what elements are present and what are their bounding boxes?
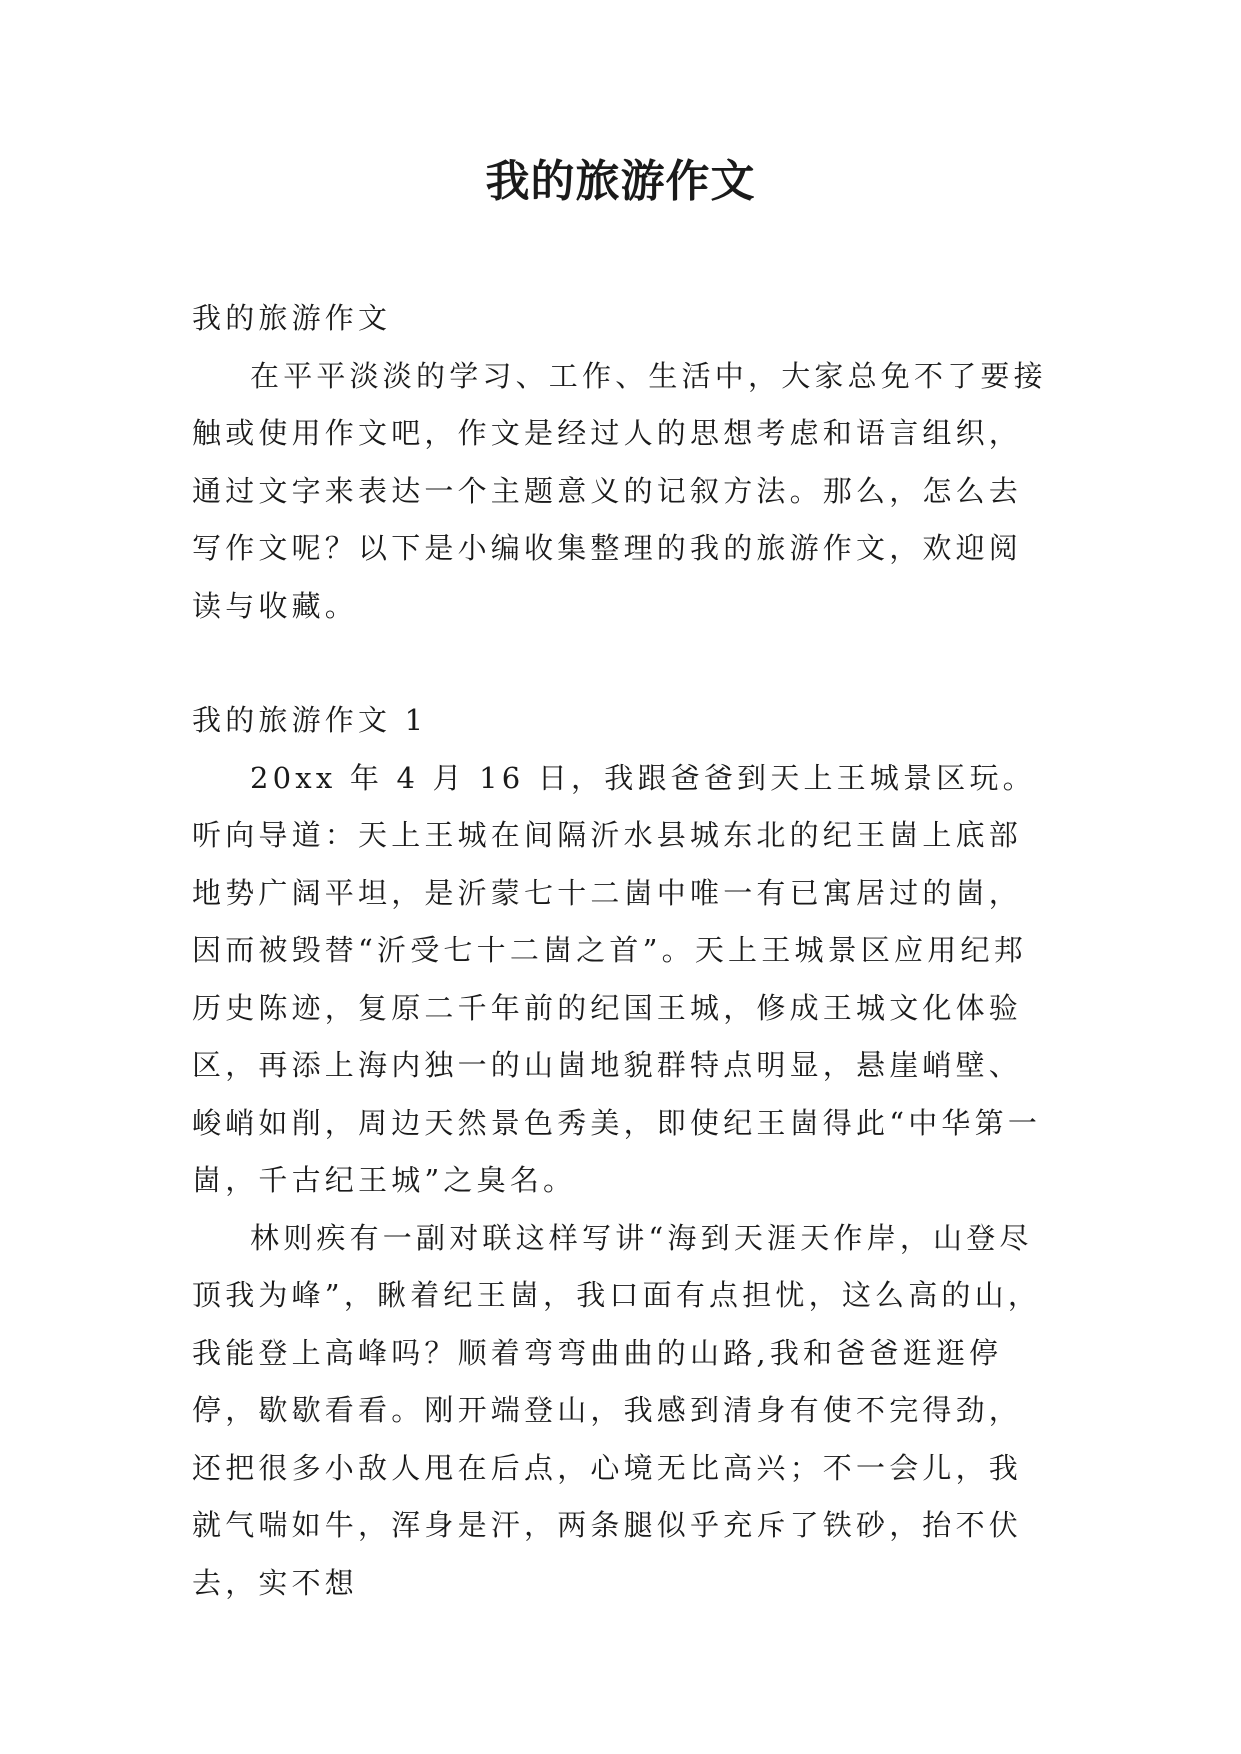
document-body [192, 290, 1050, 1612]
subtitle: 我的旅游作文 [192, 301, 392, 335]
body-paragraph: 20xx 年 4 月 16 日，我跟爸爸到天上王城景区玩。听向导道：天上王城在间隔沂水县城东北的纪王崮上底部地势广阔平坦，是沂蒙七十二崮中唯一有已寓居过的崮，因而被毁替“沂受七十二崮之首”。天上王城景区应用纪邦历史陈迹，复原二千年前的纪国王城，修成王城文化体验区，再添上海内独一的山崮地貌群特点明显，悬崖峭壁、峻峭如削，周边天然景色秀美，即使纪王崮得此“中华第一崮，千古纪王城”之臭名。 [192, 760, 1042, 1197]
section-heading: 我的旅游作文 1 [192, 703, 428, 737]
intro-paragraph: 在平平淡淡的学习、工作、生活中，大家总免不了要接触或使用作文吧，作文是经过人的思想考虑和语言组织，通过文字来表达一个主题意义的记叙方法。那么，怎么去写作文呢？以下是小编收集整理的我的旅游作文，欢迎阅读与收藏。 [192, 358, 1047, 623]
document-title: 我的旅游作文 [485, 156, 756, 207]
body-paragraph: 林则疾有一副对联这样写讲“海到天涯天作岸，山登尽顶我为峰”，瞅着纪王崮，我口面有点担忧，这么高的山，我能登上高峰吗？顺着弯弯曲曲的山路,我和爸爸逛逛停停，歇歇看看。刚开端登山，我感到清身有使不完得劲，还把很多小敌人甩在后点，心境无比高兴；不一会儿，我就气喘如牛，浑身是汗，两条腿似乎充斥了铁砂，抬不伏去，实不想 [192, 1220, 1042, 1600]
